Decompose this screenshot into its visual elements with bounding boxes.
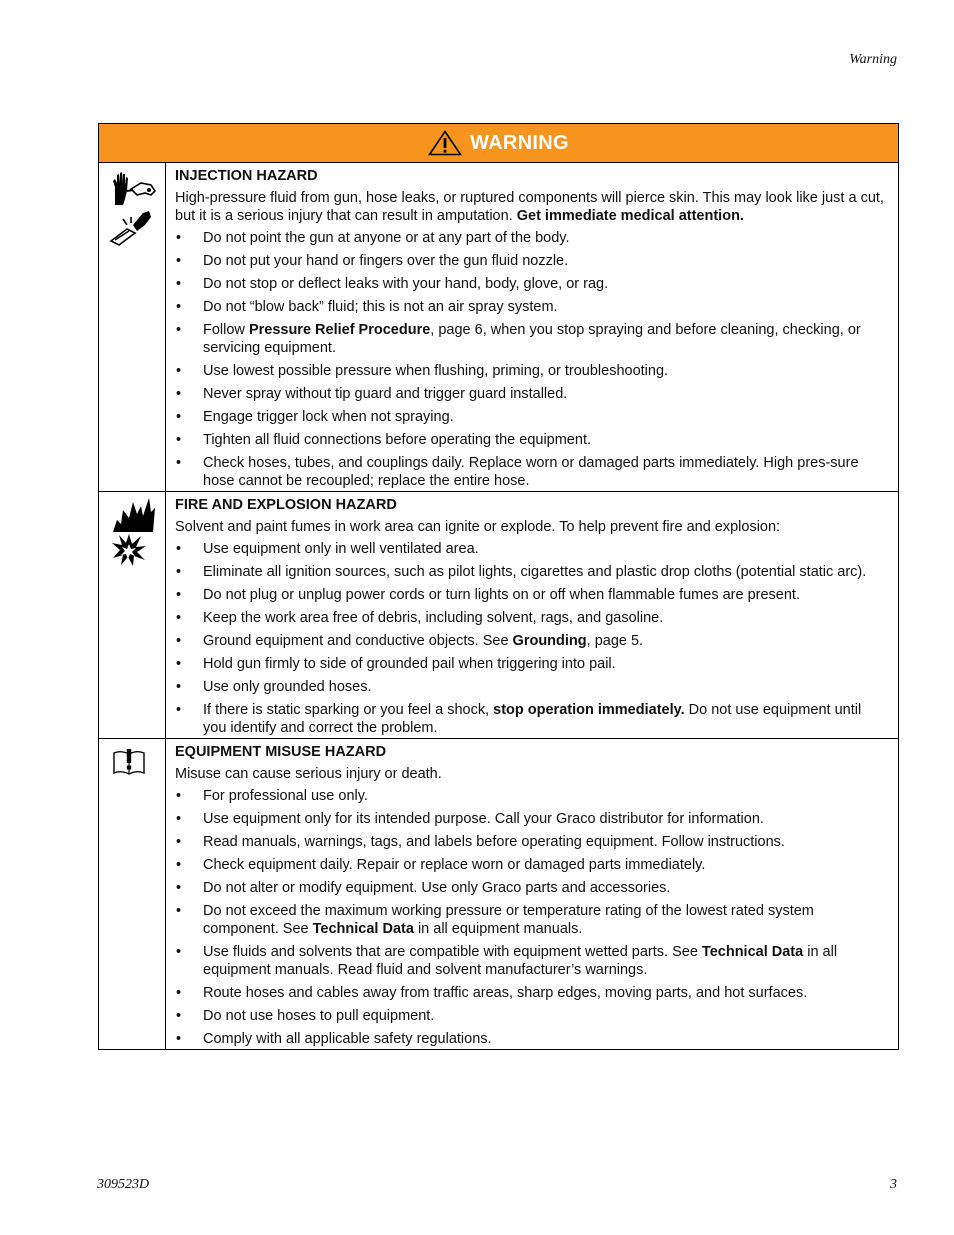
item-text: If there is static sparking or you feel a shock, [203, 702, 494, 718]
item-text: Use only grounded hoses. [203, 679, 372, 695]
item-text: Keep the work area free of debris, including solvent, rags, and gasoline. [203, 610, 664, 626]
fire-icon [111, 496, 157, 534]
hazard-text-cell [166, 739, 898, 1049]
item-text: Check equipment daily. Repair or replace worn or damaged parts immediately. [203, 857, 706, 873]
item-text: Do not exceed the maximum working pressure or temperature rating of the lowest rated system component. See [203, 903, 814, 937]
list-item: • For professional use only. [176, 788, 368, 804]
item-text: Never spray without tip guard and trigger guard installed. [203, 386, 568, 402]
hazard-title: EQUIPMENT MISUSE HAZARD [175, 744, 387, 760]
hazard-row-injection [99, 163, 898, 492]
hazard-list [175, 787, 888, 1048]
list-item: • Check hoses, tubes, and couplings daily. Replace worn or damaged parts immediately. High pres-sure hose cannot be recoupled; replace the entire hose. [176, 455, 859, 489]
warning-box [98, 123, 899, 1050]
item-text: Do not plug or unplug power cords or turn lights on or off when flammable fumes are present. [203, 587, 800, 603]
list-item: • Follow Pressure Relief Procedure, page 6, when you stop spraying and before cleaning, checking, or servicing equipment. [176, 322, 861, 356]
list-item: • Use lowest possible pressure when flushing, priming, or troubleshooting. [176, 363, 669, 379]
list-item: • Do not alter or modify equipment. Use only Graco parts and accessories. [176, 880, 671, 896]
item-text: Route hoses and cables away from traffic areas, sharp edges, moving parts, and hot surfaces. [203, 985, 808, 1001]
hazard-row-misuse [99, 739, 898, 1049]
item-text: Use lowest possible pressure when flushing, priming, or troubleshooting. [203, 363, 669, 379]
list-item: • Tighten all fluid connections before operating the equipment. [176, 432, 591, 448]
item-text: Do not point the gun at anyone or at any part of the body. [203, 230, 570, 246]
item-text-post: in all equipment manuals. Read fluid and solvent manufacturer’s warnings. [203, 944, 838, 978]
list-item: • Do not point the gun at anyone or at any part of the body. [176, 230, 570, 246]
item-text: Hold gun firmly to side of grounded pail when triggering into pail. [203, 656, 616, 672]
item-text-post: in all equipment manuals. [413, 921, 583, 937]
hazard-intro [175, 765, 888, 783]
list-item: • Use equipment only for its intended purpose. Call your Graco distributor for information. [176, 811, 764, 827]
list-item: • Hold gun firmly to side of grounded pail when triggering into pail. [176, 656, 616, 672]
item-text: Read manuals, warnings, tags, and labels before operating equipment. Follow instructions. [203, 834, 785, 850]
item-bold-text: stop operation immediately. [493, 702, 685, 718]
item-text: Do not use hoses to pull equipment. [203, 1008, 435, 1024]
item-text: Use equipment only for its intended purpose. Call your Graco distributor for information. [203, 811, 764, 827]
item-text: Do not put your hand or fingers over the gun fluid nozzle. [203, 253, 569, 269]
list-item: • Comply with all applicable safety regulations. [176, 1031, 492, 1047]
list-item: • Never spray without tip guard and trigger guard installed. [176, 386, 568, 402]
hazard-intro [175, 518, 888, 536]
doc-number: 309523D [97, 1177, 150, 1192]
running-head: Warning [849, 52, 897, 67]
hazard-icon-cell [99, 163, 166, 491]
hazard-row-fire [99, 492, 898, 739]
item-text: Engage trigger lock when not spraying. [203, 409, 454, 425]
list-item: • Use only grounded hoses. [176, 679, 372, 695]
item-text: Eliminate all ignition sources, such as pilot lights, cigarettes and plastic drop cloths (potential static arc). [203, 564, 867, 580]
list-item: • Do not “blow back” fluid; this is not an air spray system. [176, 299, 558, 315]
list-item: • Do not exceed the maximum working pressure or temperature rating of the lowest rated system component. See Technical Data in all equipment manuals. [176, 903, 814, 937]
item-text-post: Do not use equipment until you identify and correct the problem. [203, 702, 862, 736]
item-text: Check hoses, tubes, and couplings daily. Replace worn or damaged parts immediately. High pres-sure hose cannot be recoupled; replace the entire hose. [203, 455, 859, 489]
item-text: Ground equipment and conductive objects. See [203, 633, 513, 649]
warning-header [99, 124, 898, 163]
hazard-list [175, 540, 888, 737]
injection-nozzle-icon [109, 207, 155, 247]
intro-text: Solvent and paint fumes in work area can ignite or explode. To help prevent fire and explosion: [175, 519, 781, 535]
list-item: • Eliminate all ignition sources, such as pilot lights, cigarettes and plastic drop cloths (potential static arc). [176, 564, 867, 580]
list-item: • Read manuals, warnings, tags, and labels before operating equipment. Follow instructions. [176, 834, 785, 850]
page-number: 3 [890, 1177, 897, 1192]
item-bold-text: Grounding [512, 633, 587, 649]
intro-bold-text: Get immediate medical attention. [516, 208, 744, 224]
list-item: • Keep the work area free of debris, including solvent, rags, and gasoline. [176, 610, 664, 626]
item-text: Do not alter or modify equipment. Use only Graco parts and accessories. [203, 880, 671, 896]
item-text: For professional use only. [203, 788, 368, 804]
hazard-title: FIRE AND EXPLOSION HAZARD [175, 497, 397, 513]
intro-text: Misuse can cause serious injury or death. [175, 766, 442, 782]
warning-triangle-icon [428, 130, 462, 156]
list-item: • Engage trigger lock when not spraying. [176, 409, 454, 425]
item-text-post: , page 6, when you stop spraying and before cleaning, checking, or servicing equipment. [203, 322, 861, 356]
hazard-icon-cell [99, 492, 166, 738]
item-text: Use equipment only in well ventilated area. [203, 541, 479, 557]
list-item: • Use equipment only in well ventilated area. [176, 541, 479, 557]
hazard-list [175, 229, 888, 490]
hazard-text-cell [166, 492, 898, 738]
item-bold-text: Technical Data [701, 944, 804, 960]
injection-hand-icon [111, 171, 157, 207]
manual-warning-icon [112, 747, 146, 777]
item-bold-text: Pressure Relief Procedure [248, 322, 431, 338]
item-text: Do not stop or deflect leaks with your hand, body, glove, or rag. [203, 276, 609, 292]
item-text: Comply with all applicable safety regulations. [203, 1031, 492, 1047]
list-item: • Do not stop or deflect leaks with your hand, body, glove, or rag. [176, 276, 609, 292]
list-item: • Ground equipment and conductive objects. See Grounding, page 5. [176, 633, 644, 649]
item-text: Do not “blow back” fluid; this is not an air spray system. [203, 299, 558, 315]
item-text: Tighten all fluid connections before operating the equipment. [203, 432, 591, 448]
intro-text: High-pressure fluid from gun, hose leaks, or ruptured components will pierce skin. This may look like just a cut, but it is a serious injury that can result in amputation. [175, 190, 884, 224]
hazard-intro [175, 189, 888, 225]
item-text-post: , page 5. [586, 633, 644, 649]
list-item: • Do not plug or unplug power cords or turn lights on or off when flammable fumes are present. [176, 587, 800, 603]
list-item: • Do not use hoses to pull equipment. [176, 1008, 435, 1024]
list-item: • Use fluids and solvents that are compatible with equipment wetted parts. See Technical Data in all equipment manuals. Read fluid and solvent manufacturer’s warnings. [176, 944, 838, 978]
explosion-icon [111, 532, 147, 568]
item-text: Follow [203, 322, 249, 338]
warning-title: WARNING [470, 131, 569, 154]
hazard-text-cell [166, 163, 898, 491]
list-item: • Check equipment daily. Repair or replace worn or damaged parts immediately. [176, 857, 706, 873]
hazard-title: INJECTION HAZARD [175, 168, 318, 184]
hazard-icon-cell [99, 739, 166, 1049]
item-bold-text: Technical Data [312, 921, 414, 937]
list-item: • If there is static sparking or you feel a shock, stop operation immediately. Do not use equipment until you identify and correct the problem. [176, 702, 862, 736]
list-item: • Route hoses and cables away from traffic areas, sharp edges, moving parts, and hot surfaces. [176, 985, 808, 1001]
list-item: • Do not put your hand or fingers over the gun fluid nozzle. [176, 253, 569, 269]
item-text: Use fluids and solvents that are compatible with equipment wetted parts. See [203, 944, 702, 960]
